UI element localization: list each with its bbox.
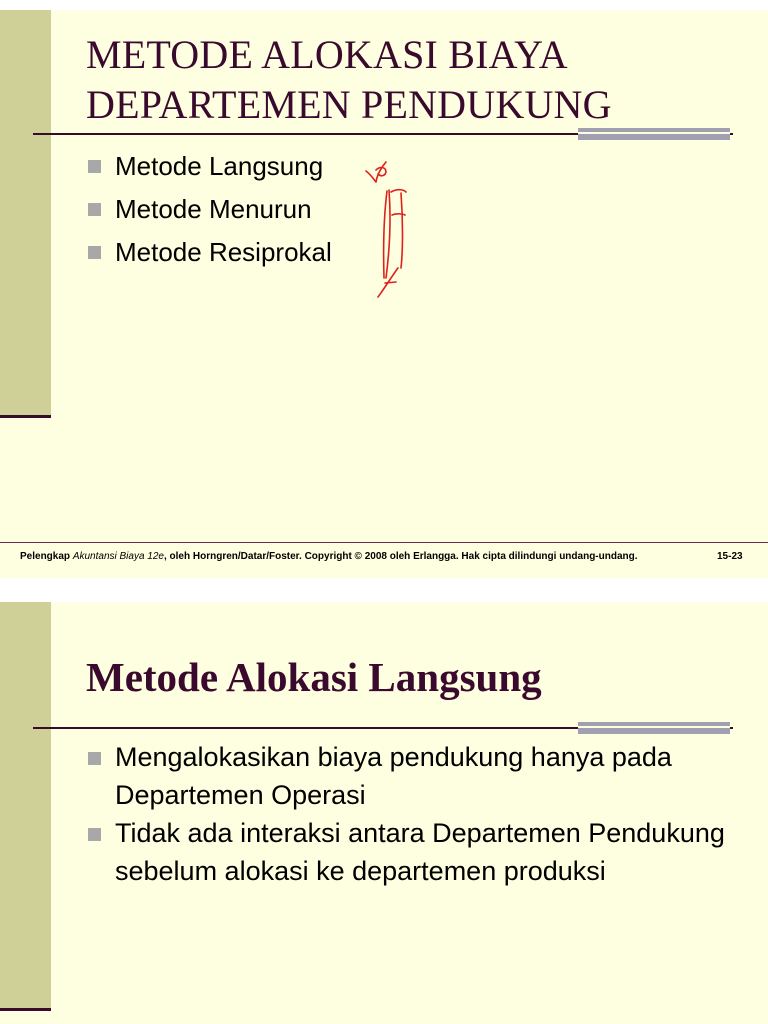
side-bar <box>0 602 51 1008</box>
bullet-square-icon <box>88 752 101 765</box>
title-accent-bar <box>578 722 730 734</box>
bullet-square-icon <box>88 160 101 173</box>
slide-2-title: Metode Alokasi Langsung <box>86 654 542 700</box>
title-accent-bar <box>578 128 730 140</box>
bullet-square-icon <box>88 246 101 259</box>
side-underline <box>0 415 51 418</box>
title-line-1: METODE ALOKASI BIAYA <box>86 32 568 77</box>
footer-prefix: Pelengkap <box>20 551 73 562</box>
list-item <box>88 147 332 190</box>
footer-divider <box>0 542 768 543</box>
bullet-square-icon <box>88 828 101 841</box>
footer-copyright <box>20 551 638 562</box>
bullet-text: Metode Langsung <box>115 151 324 181</box>
slide-1-title <box>86 30 612 130</box>
footer-book-title: Akuntansi Biaya 12e <box>72 551 164 562</box>
title-line-2: DEPARTEMEN PENDUKUNG <box>86 82 612 127</box>
side-underline <box>0 1008 51 1011</box>
red-check-icon <box>366 162 386 182</box>
bullet-text: Metode Menurun <box>115 194 312 224</box>
bullet-text: Mengalokasikan biaya pendukung hanya pada Departemen Operasi <box>115 742 672 810</box>
list-item <box>88 190 332 233</box>
footer-suffix: , oleh Horngren/Datar/Foster. Copyright © 2008 oleh Erlangga. Hak cipta dilindungi undang-undang. <box>163 551 638 562</box>
bullet-text: Metode Resiprokal <box>115 237 332 267</box>
page-number: 15-23 <box>717 551 743 562</box>
red-bracket-icon <box>378 190 406 297</box>
side-bar <box>0 10 51 415</box>
slide-2 <box>0 602 768 1024</box>
bullet-text: Tidak ada interaksi antara Departemen Pendukung sebelum alokasi ke departemen produksi <box>115 818 725 886</box>
bullet-square-icon <box>88 203 101 216</box>
list-item <box>88 738 728 814</box>
slide-2-bullet-list <box>88 738 728 890</box>
list-item <box>88 814 728 890</box>
list-item <box>88 233 332 276</box>
slide-1 <box>0 10 768 578</box>
slide-1-bullet-list <box>88 147 332 276</box>
